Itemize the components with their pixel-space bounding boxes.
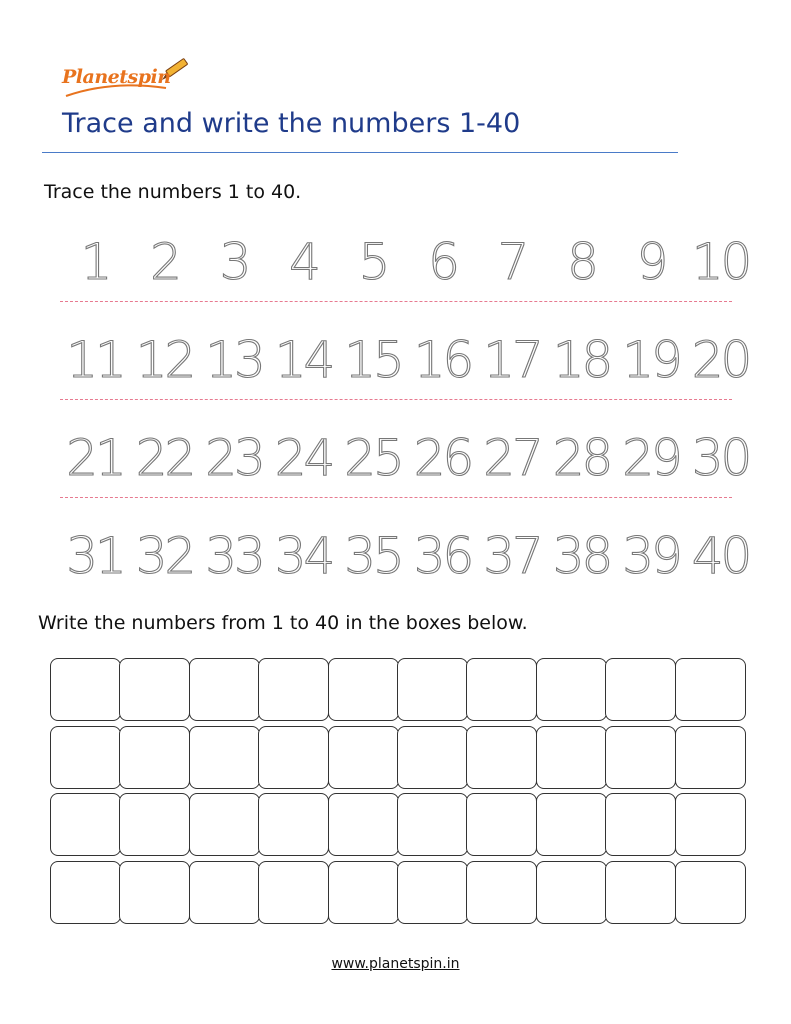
trace-number-cell: [199, 222, 269, 302]
dotted-number: 30: [691, 429, 750, 487]
writing-box[interactable]: [536, 726, 607, 789]
dotted-number: 25: [344, 429, 402, 487]
trace-number-cell: [686, 418, 756, 498]
trace-number-cell: [130, 222, 200, 302]
dotted-number: 24: [274, 429, 333, 487]
dotted-number: 40: [691, 527, 750, 585]
dotted-number: 34: [274, 527, 333, 585]
trace-number-cell: [477, 516, 547, 596]
trace-number-cell: [130, 418, 200, 498]
dotted-number: 16: [413, 331, 472, 389]
writing-box[interactable]: [328, 861, 399, 924]
writing-box[interactable]: [50, 658, 121, 721]
trace-number-cell: [686, 222, 756, 302]
website-link[interactable]: www.planetspin.in: [331, 956, 460, 972]
trace-number-cell: [477, 222, 547, 302]
dotted-number: 10: [691, 233, 750, 291]
trace-number-cell: [686, 516, 756, 596]
writing-box[interactable]: [536, 793, 607, 856]
trace-number-cell: [130, 320, 200, 400]
writing-grid: [50, 658, 744, 928]
trace-number-cell: [60, 320, 130, 400]
dotted-number: 1: [80, 233, 110, 291]
dotted-number: 17: [483, 331, 541, 389]
trace-number-cell: [338, 320, 408, 400]
guide-line: [60, 497, 732, 498]
writing-box[interactable]: [675, 658, 746, 721]
trace-number-cell: [616, 418, 686, 498]
dotted-number: 38: [552, 527, 611, 585]
dotted-number: 36: [413, 527, 472, 585]
trace-number-cell: [477, 320, 547, 400]
writing-box[interactable]: [189, 658, 260, 721]
trace-number-cell: [686, 320, 756, 400]
trace-number-cell: [199, 418, 269, 498]
dotted-number: 31: [66, 527, 124, 585]
writing-box[interactable]: [328, 658, 399, 721]
writing-box[interactable]: [328, 726, 399, 789]
writing-box[interactable]: [605, 861, 676, 924]
dotted-number: 15: [344, 331, 402, 389]
writing-box[interactable]: [189, 726, 260, 789]
trace-number-cell: [338, 516, 408, 596]
dotted-number: 4: [289, 233, 318, 291]
dotted-number: 33: [205, 527, 263, 585]
writing-box[interactable]: [189, 793, 260, 856]
writing-box[interactable]: [466, 861, 537, 924]
writing-box[interactable]: [119, 726, 190, 789]
page-title: Trace and write the numbers 1-40: [62, 108, 521, 139]
trace-number-cell: [408, 222, 478, 302]
dotted-number: 32: [135, 527, 194, 585]
dotted-number: 35: [344, 527, 402, 585]
writing-box[interactable]: [397, 861, 468, 924]
writing-box[interactable]: [50, 726, 121, 789]
trace-number-cell: [547, 222, 617, 302]
trace-row: [60, 320, 750, 416]
dotted-number: 37: [483, 527, 541, 585]
dotted-number: 21: [66, 429, 124, 487]
writing-box[interactable]: [119, 793, 190, 856]
trace-row: [60, 418, 750, 514]
writing-box[interactable]: [258, 726, 329, 789]
writing-box[interactable]: [605, 658, 676, 721]
dotted-number: 8: [567, 233, 596, 291]
trace-number-cell: [269, 516, 339, 596]
dotted-number: 23: [205, 429, 263, 487]
writing-box[interactable]: [397, 658, 468, 721]
writing-box[interactable]: [466, 658, 537, 721]
dotted-number: 3: [219, 233, 249, 291]
guide-line: [60, 399, 732, 400]
writing-box[interactable]: [50, 793, 121, 856]
dotted-number: 20: [691, 331, 750, 389]
trace-number-cell: [269, 320, 339, 400]
writing-box[interactable]: [675, 793, 746, 856]
writing-box[interactable]: [328, 793, 399, 856]
dotted-number: 11: [66, 331, 124, 389]
writing-box[interactable]: [397, 726, 468, 789]
writing-box[interactable]: [536, 861, 607, 924]
writing-box[interactable]: [258, 793, 329, 856]
trace-number-cell: [616, 320, 686, 400]
writing-box[interactable]: [397, 793, 468, 856]
dotted-number: 18: [552, 331, 611, 389]
dotted-number: 5: [358, 233, 388, 291]
title-divider: [42, 152, 678, 153]
writing-box[interactable]: [605, 726, 676, 789]
dotted-number: 19: [622, 331, 680, 389]
dotted-number: 28: [552, 429, 611, 487]
trace-number-cell: [269, 222, 339, 302]
write-instruction: Write the numbers from 1 to 40 in the boxes below.: [38, 612, 528, 634]
trace-number-cell: [616, 222, 686, 302]
tracing-area: [60, 222, 750, 594]
trace-number-cell: [338, 418, 408, 498]
trace-number-cell: [338, 222, 408, 302]
trace-number-cell: [477, 418, 547, 498]
dotted-number: 12: [135, 331, 194, 389]
writing-box[interactable]: [675, 726, 746, 789]
trace-row: [60, 516, 750, 612]
writing-box[interactable]: [50, 861, 121, 924]
dotted-number: 2: [150, 233, 179, 291]
dotted-number: 13: [205, 331, 263, 389]
dotted-number: 14: [274, 331, 333, 389]
trace-number-cell: [408, 320, 478, 400]
trace-number-cell: [130, 516, 200, 596]
writing-box[interactable]: [258, 861, 329, 924]
writing-box[interactable]: [466, 793, 537, 856]
dotted-number: 29: [622, 429, 680, 487]
trace-number-cell: [60, 222, 130, 302]
dotted-number: 6: [428, 233, 457, 291]
trace-number-cell: [60, 516, 130, 596]
dotted-number: 7: [497, 233, 527, 291]
trace-number-cell: [269, 418, 339, 498]
trace-number-cell: [547, 418, 617, 498]
dotted-number: 9: [636, 233, 666, 291]
writing-box[interactable]: [119, 861, 190, 924]
writing-box[interactable]: [466, 726, 537, 789]
guide-line: [60, 301, 732, 302]
trace-number-cell: [199, 320, 269, 400]
trace-number-cell: [199, 516, 269, 596]
trace-number-cell: [547, 516, 617, 596]
writing-box[interactable]: [189, 861, 260, 924]
trace-number-cell: [408, 516, 478, 596]
dotted-number: 27: [483, 429, 541, 487]
trace-number-cell: [616, 516, 686, 596]
logo-text: Planetspin: [62, 66, 171, 88]
trace-row: [60, 222, 750, 318]
dotted-number: 22: [135, 429, 194, 487]
writing-box[interactable]: [258, 658, 329, 721]
writing-box[interactable]: [605, 793, 676, 856]
trace-number-cell: [60, 418, 130, 498]
trace-number-cell: [408, 418, 478, 498]
writing-box[interactable]: [119, 658, 190, 721]
writing-box[interactable]: [675, 861, 746, 924]
writing-box[interactable]: [536, 658, 607, 721]
footer: [0, 956, 791, 972]
brand-logo: [62, 58, 192, 106]
trace-number-cell: [547, 320, 617, 400]
dotted-number: 26: [413, 429, 472, 487]
trace-instruction: Trace the numbers 1 to 40.: [44, 181, 302, 203]
dotted-number: 39: [622, 527, 680, 585]
